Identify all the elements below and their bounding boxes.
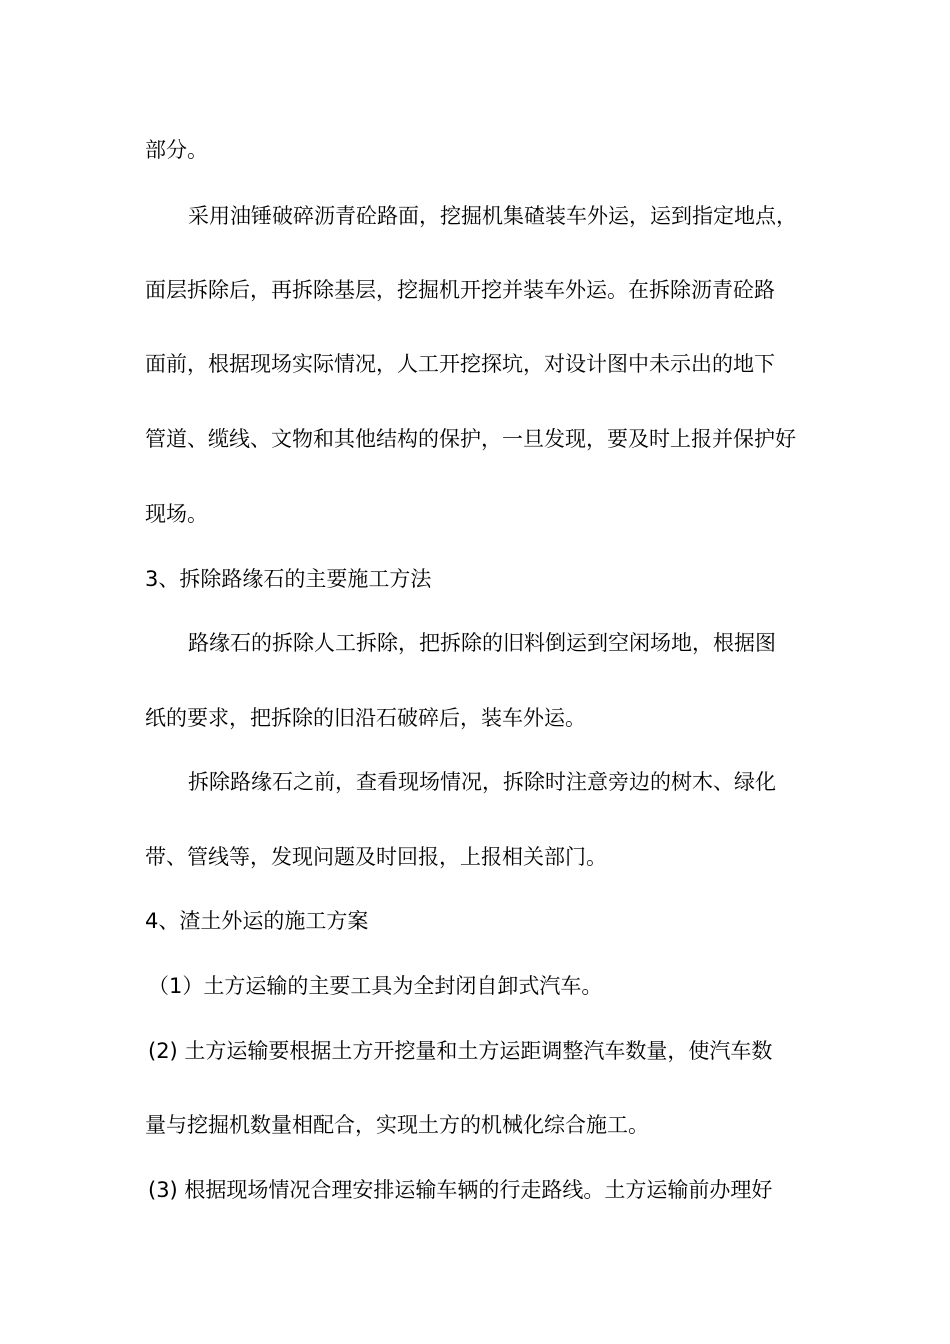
text-line: 面层拆除后，再拆除基层，挖掘机开挖并装车外运。在拆除沥青砼路	[145, 278, 775, 302]
section-heading: 3、拆除路缘石的主要施工方法	[145, 567, 432, 591]
text-line: 部分。	[145, 138, 208, 162]
text-line: 面前，根据现场实际情况，人工开挖探坑，对设计图中未示出的地下	[145, 352, 775, 376]
section-heading: 4、渣土外运的施工方案	[145, 909, 369, 933]
paragraph-first-line: 采用油锤破碎沥青砼路面，挖掘机集碴装车外运，运到指定地点，	[188, 204, 797, 228]
list-item: (3) 根据现场情况合理安排运输车辆的行走路线。土方运输前办理好	[148, 1178, 773, 1202]
text-line: 现场。	[145, 502, 208, 526]
paragraph-first-line: 拆除路缘石之前，查看现场情况，拆除时注意旁边的树木、绿化	[188, 770, 776, 794]
text-line: 纸的要求，把拆除的旧沿石破碎后，装车外运。	[145, 706, 586, 730]
list-item: (2) 土方运输要根据土方开挖量和土方运距调整汽车数量，使汽车数	[148, 1039, 773, 1063]
paragraph-first-line: 路缘石的拆除人工拆除，把拆除的旧料倒运到空闲场地，根据图	[188, 631, 776, 655]
text-line: 管道、缆线、文物和其他结构的保护，一旦发现，要及时上报并保护好	[145, 427, 796, 451]
text-line: 带、管线等，发现问题及时回报，上报相关部门。	[145, 845, 607, 869]
text-line: 量与挖掘机数量相配合，实现土方的机械化综合施工。	[145, 1113, 649, 1137]
list-item: （1）土方运输的主要工具为全封闭自卸式汽车。	[148, 974, 603, 998]
